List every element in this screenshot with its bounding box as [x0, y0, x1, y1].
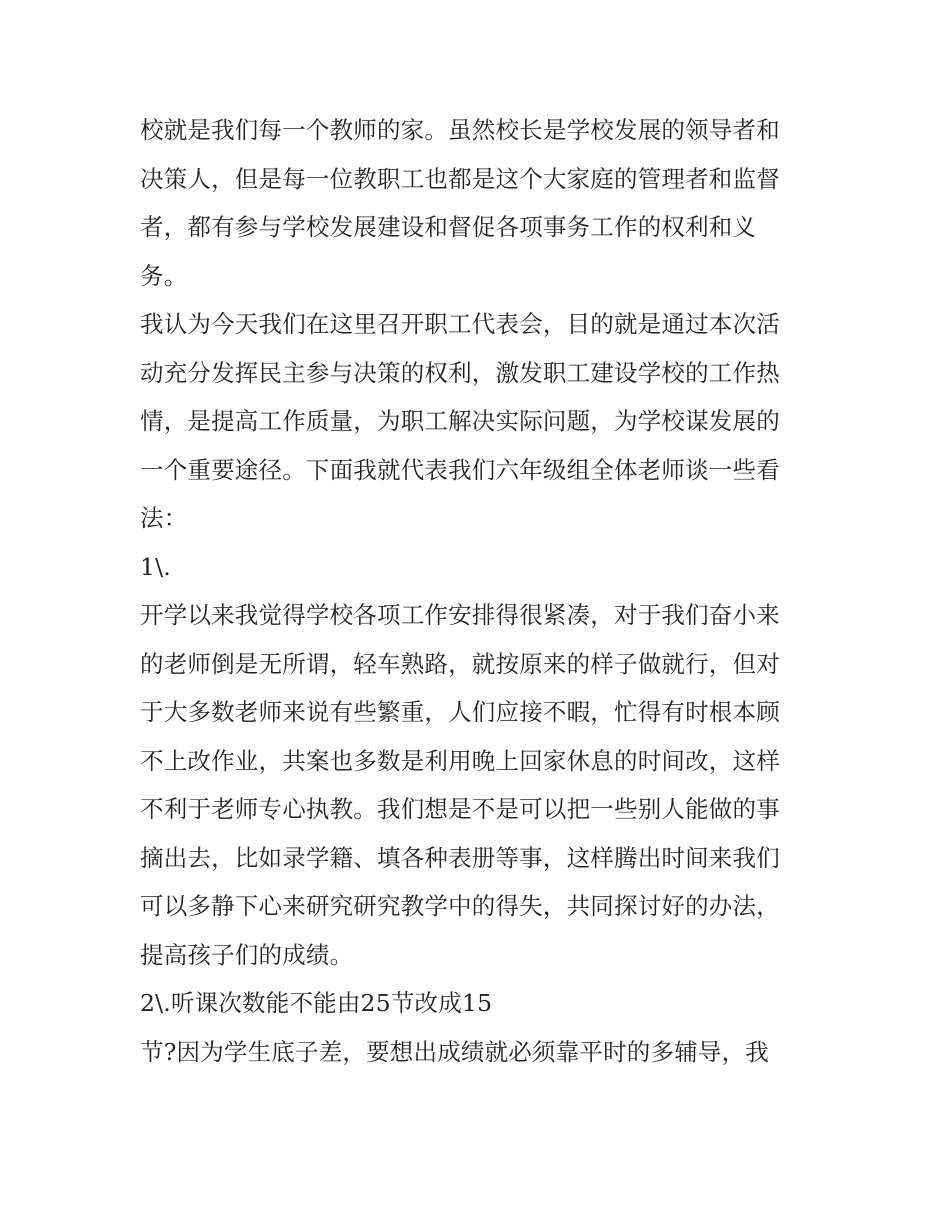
text-line: 不上改作业，共案也多数是利用晚上回家休息的时间改，这样 — [140, 746, 780, 775]
text-line: 的老师倒是无所谓，轻车熟路，就按原来的样子做就行，但对 — [140, 649, 780, 678]
text-line: 节?因为学生底子差，要想出成绩就必须靠平时的多辅导，我 — [140, 1037, 769, 1066]
text-line: 一个重要途径。下面我就代表我们六年级组全体老师谈一些看 — [140, 455, 780, 484]
text-line: 于大多数老师来说有些繁重，人们应接不暇，忙得有时根本顾 — [140, 698, 780, 726]
text-line: 情，是提高工作质量，为职工解决实际问题，为学校谋发展的 — [140, 407, 780, 435]
text-line: 法： — [140, 504, 188, 532]
text-line: 可以多静下心来研究研究教学中的得失，共同探讨好的办法， — [140, 892, 780, 920]
text-line: 开学以来我觉得学校各项工作安排得很紧凑，对于我们奋小来 — [140, 601, 780, 629]
text-line: 校就是我们每一个教师的家。虽然校长是学校发展的领导者和 — [140, 116, 780, 144]
text-line: 提高孩子们的成绩。 — [140, 940, 354, 969]
text-line: 务。 — [140, 261, 188, 290]
text-line: 摘出去，比如录学籍、填各种表册等事，这样腾出时间来我们 — [140, 843, 780, 872]
text-line: 不利于老师专心执教。我们想是不是可以把一些别人能做的事 — [140, 795, 780, 823]
text-line: 者，都有参与学校发展建设和督促各项事务工作的权利和义 — [140, 213, 757, 241]
list-item-heading: 2\.听课次数能不能由25节改成15 — [140, 989, 493, 1017]
text-line: 决策人，但是每一位教职工也都是这个大家庭的管理者和监督 — [140, 164, 780, 193]
text-line: 动充分发挥民主参与决策的权利，激发职工建设学校的工作热 — [140, 358, 780, 387]
list-marker: 1\. — [140, 552, 171, 581]
text-line: 我认为今天我们在这里召开职工代表会，目的就是通过本次活 — [140, 310, 780, 338]
document-body — [140, 106, 820, 1076]
